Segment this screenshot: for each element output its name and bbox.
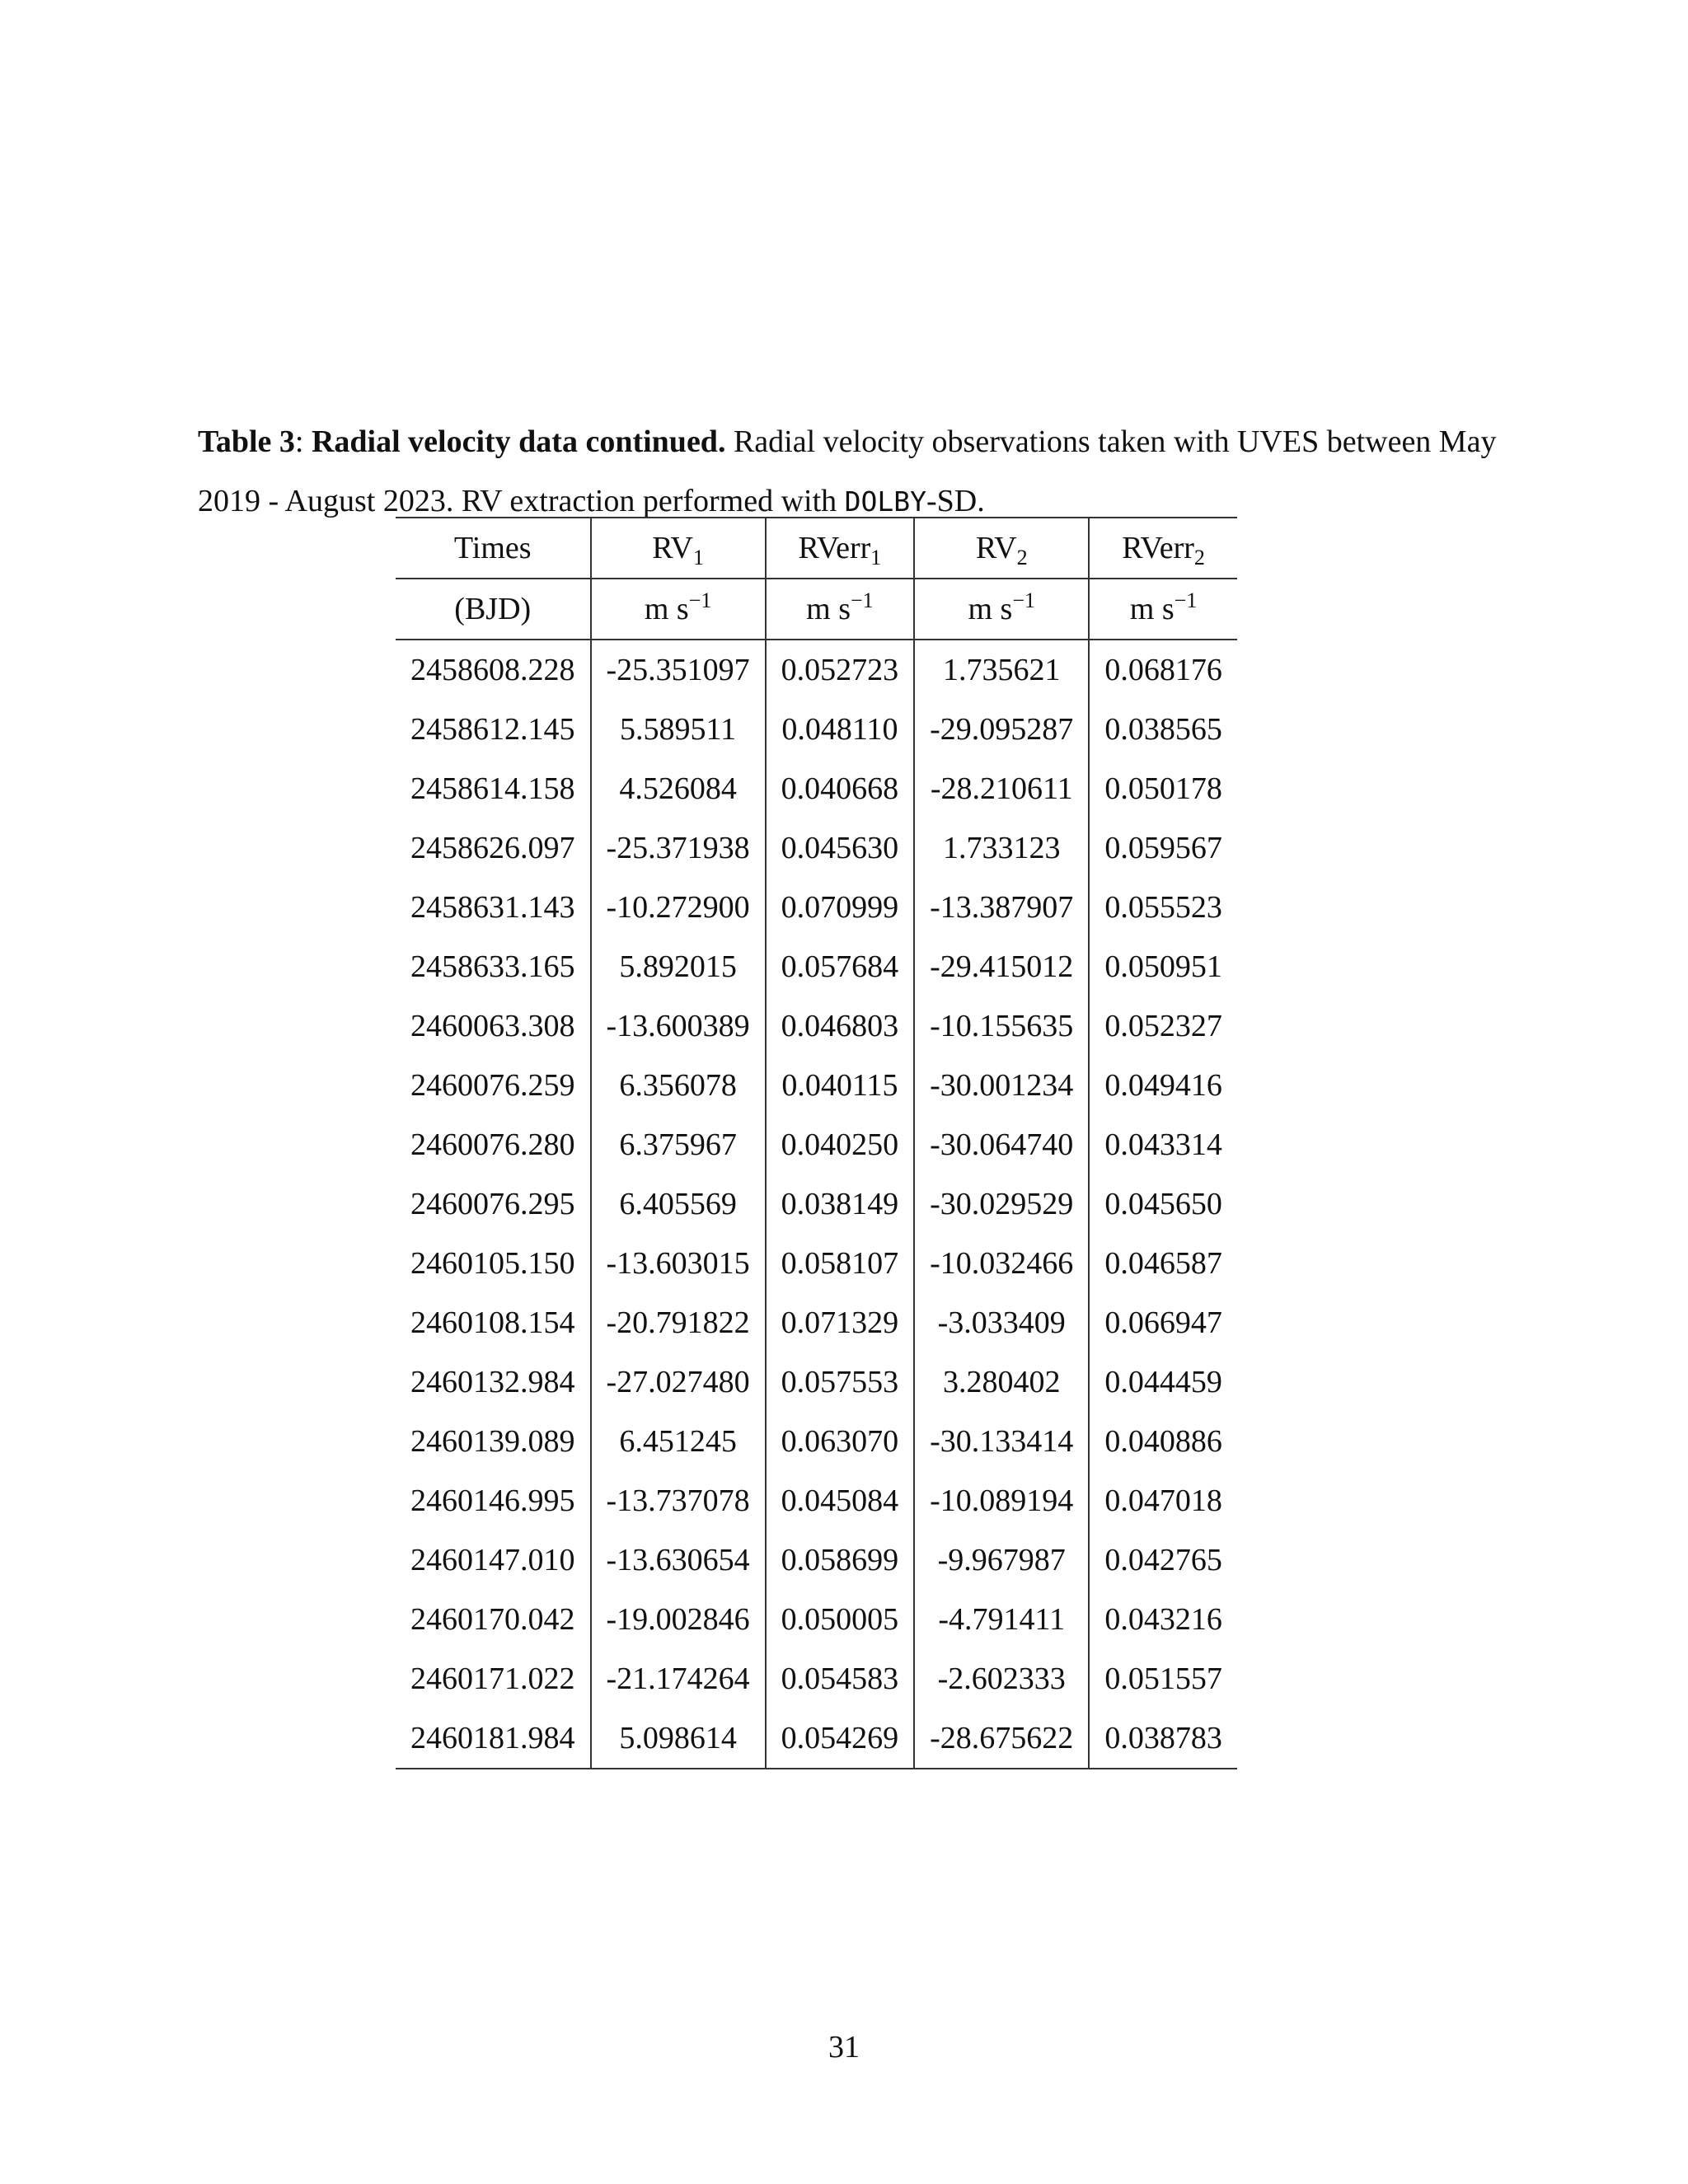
unit-rv2-sup: −1 <box>1012 588 1035 612</box>
caption-code: DOLBY <box>844 485 926 518</box>
table-row <box>396 1590 1237 1649</box>
cell-rverr2: 0.050178 <box>1089 759 1237 818</box>
cell-rverr1: 0.070999 <box>766 878 915 937</box>
cell-rverr1: 0.045084 <box>766 1471 915 1530</box>
cell-rv1: -10.272900 <box>591 878 766 937</box>
unit-rverr2-text: m s <box>1129 592 1175 626</box>
cell-rv1: -25.371938 <box>591 818 766 878</box>
unit-times-text: (BJD) <box>454 592 532 626</box>
cell-rverr2: 0.055523 <box>1089 878 1237 937</box>
cell-rverr1: 0.040668 <box>766 759 915 818</box>
cell-rverr2: 0.059567 <box>1089 818 1237 878</box>
caption-title: Radial velocity data continued. <box>311 424 726 459</box>
cell-rverr1: 0.058699 <box>766 1530 915 1590</box>
cell-time: 2460076.295 <box>410 1187 575 1221</box>
cell-rverr2: 0.051557 <box>1089 1649 1237 1708</box>
unit-rv1 <box>591 579 766 640</box>
cell-time: 2460076.280 <box>410 1127 575 1162</box>
caption-separator: : <box>294 424 312 459</box>
cell-rverr1: 0.071329 <box>766 1293 915 1352</box>
cell-rverr2: 0.040886 <box>1089 1412 1237 1471</box>
cell-rv2: -10.155635 <box>914 996 1089 1056</box>
table-row <box>396 1708 1237 1769</box>
cell-rv2: -30.001234 <box>914 1056 1089 1115</box>
unit-rv1-sup: −1 <box>688 588 712 612</box>
header-rverr1-text: RVerr <box>798 531 871 565</box>
cell-rv1: -13.600389 <box>591 996 766 1056</box>
table-row <box>396 937 1237 996</box>
header-row <box>396 518 1237 579</box>
cell-rverr2: 0.038565 <box>1089 700 1237 759</box>
table-row <box>396 759 1237 818</box>
header-rv1-sub: 1 <box>692 546 704 569</box>
cell-rv2: -28.210611 <box>914 759 1089 818</box>
cell-rverr1: 0.046803 <box>766 996 915 1056</box>
table-caption <box>198 412 1517 532</box>
cell-rv1: -13.630654 <box>591 1530 766 1590</box>
cell-rv2: -30.133414 <box>914 1412 1089 1471</box>
cell-rv2: -10.089194 <box>914 1471 1089 1530</box>
cell-rverr2: 0.045650 <box>1089 1174 1237 1234</box>
cell-rv1: 6.451245 <box>591 1412 766 1471</box>
page-number: 31 <box>828 2030 860 2064</box>
cell-rverr2: 0.043314 <box>1089 1115 1237 1174</box>
unit-rverr1-sup: −1 <box>851 588 874 612</box>
cell-rv1: -19.002846 <box>591 1590 766 1649</box>
cell-rverr1: 0.050005 <box>766 1590 915 1649</box>
cell-rverr1: 0.038149 <box>766 1174 915 1234</box>
unit-rverr1 <box>766 579 915 640</box>
cell-time: 2458614.158 <box>410 771 575 806</box>
table-head <box>396 518 1237 640</box>
table-row <box>396 1293 1237 1352</box>
cell-rv1: -13.603015 <box>591 1234 766 1293</box>
unit-rv2-text: m s <box>968 592 1013 626</box>
cell-rverr2: 0.044459 <box>1089 1352 1237 1412</box>
header-rv2-sub: 2 <box>1016 546 1028 569</box>
cell-rverr1: 0.052723 <box>766 640 915 700</box>
header-rv1 <box>591 518 766 579</box>
header-rv2 <box>914 518 1089 579</box>
header-rverr2-text: RVerr <box>1122 531 1194 565</box>
cell-time: 2458631.143 <box>410 890 575 925</box>
table-row <box>396 700 1237 759</box>
unit-rverr1-text: m s <box>806 592 851 626</box>
cell-rv1: 6.405569 <box>591 1174 766 1234</box>
radial-velocity-table <box>396 517 1237 1769</box>
cell-rverr2: 0.047018 <box>1089 1471 1237 1530</box>
cell-rv1: 6.356078 <box>591 1056 766 1115</box>
header-times <box>396 518 591 579</box>
cell-rv1: -21.174264 <box>591 1649 766 1708</box>
header-rverr2 <box>1089 518 1237 579</box>
caption-text: Radial velocity observations taken with UVES between May 2019 - August 2023. RV extraction performed with <box>198 424 1497 518</box>
cell-rverr2: 0.049416 <box>1089 1056 1237 1115</box>
cell-rv2: -2.602333 <box>914 1649 1089 1708</box>
cell-rv2: -30.064740 <box>914 1115 1089 1174</box>
cell-rv2: -9.967987 <box>914 1530 1089 1590</box>
header-rverr1-sub: 1 <box>870 546 882 569</box>
cell-rv2: -29.415012 <box>914 937 1089 996</box>
cell-time: 2460181.984 <box>396 1708 591 1769</box>
header-rv1-text: RV <box>652 531 693 565</box>
cell-rv1: 5.589511 <box>591 700 766 759</box>
cell-rverr1: 0.058107 <box>766 1234 915 1293</box>
cell-rverr1: 0.048110 <box>766 700 915 759</box>
cell-time: 2458612.145 <box>410 712 575 747</box>
cell-rverr2: 0.042765 <box>1089 1530 1237 1590</box>
cell-rv1: -13.737078 <box>591 1471 766 1530</box>
cell-time: 2458626.097 <box>410 831 575 865</box>
cell-rv2: -29.095287 <box>914 700 1089 759</box>
cell-rverr2: 0.043216 <box>1089 1590 1237 1649</box>
table-row <box>396 1174 1237 1234</box>
cell-rverr1: 0.045630 <box>766 818 915 878</box>
cell-rverr2: 0.046587 <box>1089 1234 1237 1293</box>
cell-rverr1: 0.057553 <box>766 1352 915 1412</box>
cell-rverr1: 0.040115 <box>766 1056 915 1115</box>
cell-time: 2458633.165 <box>410 949 575 984</box>
unit-rv1-text: m s <box>644 592 689 626</box>
cell-rv1: -27.027480 <box>591 1352 766 1412</box>
cell-rv2: -13.387907 <box>914 878 1089 937</box>
unit-rverr2 <box>1089 579 1237 640</box>
header-rverr1 <box>766 518 915 579</box>
cell-time: 2460170.042 <box>410 1602 575 1637</box>
cell-rv2: 1.733123 <box>914 818 1089 878</box>
header-rv2-text: RV <box>975 531 1017 565</box>
cell-time: 2460146.995 <box>410 1483 575 1518</box>
cell-rv1: -25.351097 <box>591 640 766 700</box>
cell-rverr2: 0.066947 <box>1089 1293 1237 1352</box>
unit-rv2 <box>914 579 1089 640</box>
cell-rverr1: 0.054269 <box>766 1708 915 1769</box>
header-rverr2-sub: 2 <box>1193 546 1205 569</box>
table-row <box>396 1352 1237 1412</box>
cell-rv1: 4.526084 <box>591 759 766 818</box>
cell-rverr2: 0.050951 <box>1089 937 1237 996</box>
cell-rv2: 1.735621 <box>914 640 1089 700</box>
table-row <box>396 1234 1237 1293</box>
table-body <box>396 640 1237 1769</box>
caption-label: Table 3 <box>198 424 295 459</box>
cell-time: 2460063.308 <box>410 1009 575 1043</box>
table-row <box>396 1530 1237 1590</box>
unit-times <box>396 579 591 640</box>
header-times-text: Times <box>453 531 532 565</box>
table-row <box>396 1471 1237 1530</box>
cell-rverr2: 0.038783 <box>1089 1708 1237 1769</box>
units-row <box>396 579 1237 640</box>
cell-rverr1: 0.054583 <box>766 1649 915 1708</box>
cell-rv2: -4.791411 <box>914 1590 1089 1649</box>
cell-rverr2: 0.052327 <box>1089 996 1237 1056</box>
cell-rverr2: 0.068176 <box>1089 640 1237 700</box>
cell-rverr1: 0.063070 <box>766 1412 915 1471</box>
table-row <box>396 1649 1237 1708</box>
cell-time: 2458608.228 <box>410 653 575 687</box>
caption-suffix: -SD. <box>926 484 985 518</box>
table-row <box>396 1056 1237 1115</box>
cell-rv2: -3.033409 <box>914 1293 1089 1352</box>
cell-rv2: -28.675622 <box>914 1708 1089 1769</box>
cell-time: 2460105.150 <box>410 1246 575 1281</box>
cell-rv2: -10.032466 <box>914 1234 1089 1293</box>
cell-rverr1: 0.057684 <box>766 937 915 996</box>
table-row <box>396 818 1237 878</box>
cell-time: 2460108.154 <box>410 1305 575 1340</box>
cell-rv2: 3.280402 <box>914 1352 1089 1412</box>
cell-rv1: -20.791822 <box>591 1293 766 1352</box>
cell-time: 2460171.022 <box>410 1661 575 1696</box>
table-row <box>396 1412 1237 1471</box>
table-row <box>396 996 1237 1056</box>
cell-rv1: 6.375967 <box>591 1115 766 1174</box>
cell-rv1: 5.098614 <box>591 1708 766 1769</box>
cell-rv1: 5.892015 <box>591 937 766 996</box>
cell-rverr1: 0.040250 <box>766 1115 915 1174</box>
table-row <box>396 1115 1237 1174</box>
cell-time: 2460132.984 <box>410 1365 575 1399</box>
cell-time: 2460147.010 <box>410 1543 575 1577</box>
cell-time: 2460076.259 <box>410 1068 575 1103</box>
cell-rv2: -30.029529 <box>914 1174 1089 1234</box>
cell-time: 2460139.089 <box>410 1424 575 1459</box>
unit-rverr2-sup: −1 <box>1174 588 1198 612</box>
table-row <box>396 878 1237 937</box>
table-row <box>396 640 1237 700</box>
